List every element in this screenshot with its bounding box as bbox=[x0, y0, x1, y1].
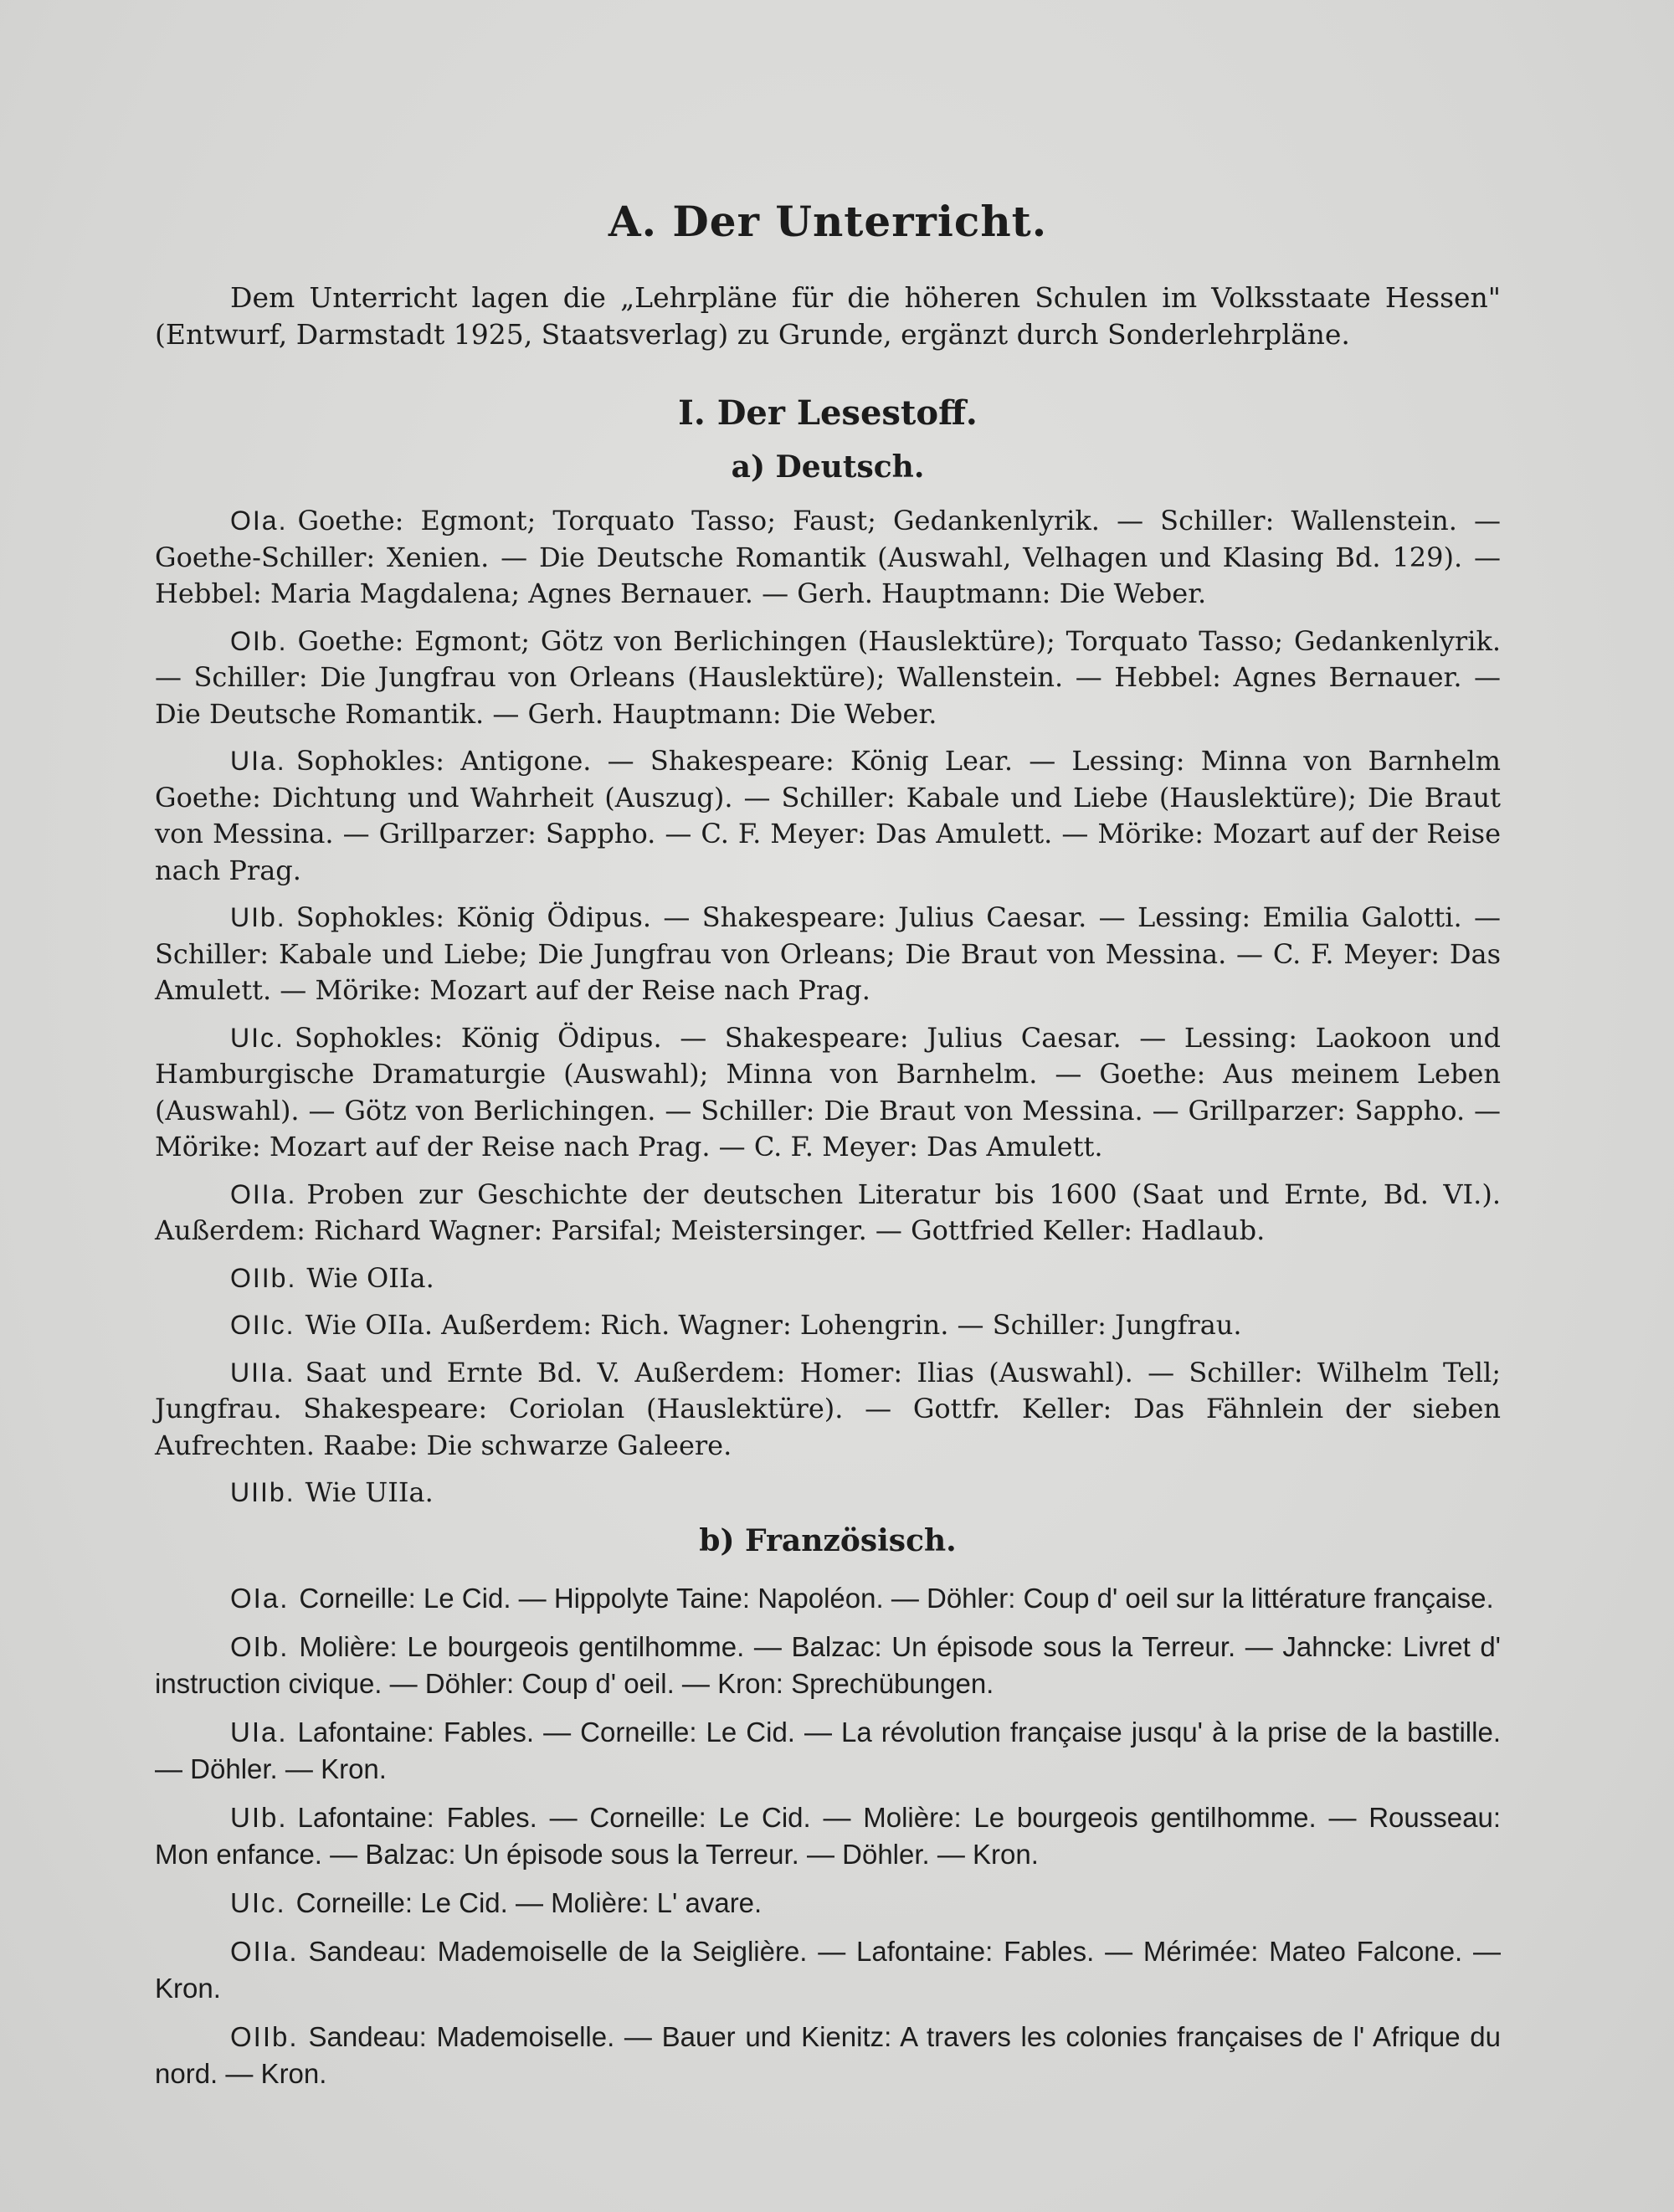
reading-entry bbox=[155, 1355, 1501, 1465]
subsection-heading-franzoesisch: b) Französisch. bbox=[699, 1522, 957, 1558]
reading-entry bbox=[155, 1629, 1501, 1702]
reading-entry bbox=[155, 1260, 1501, 1297]
deutsch-reading-list bbox=[155, 503, 1501, 1511]
class-label: OIb. bbox=[230, 625, 288, 656]
reading-entry bbox=[155, 1307, 1501, 1344]
document-page bbox=[155, 197, 1501, 2104]
entry-text: Lafontaine: Fables. — Corneille: Le Cid. — Molière: Le bourgeois gentilhomme. — Rousseau: Mon enfance. — Balzac: Un épisode sous la Terreur. — Döhler. — Kron. bbox=[155, 1801, 1501, 1870]
reading-entry bbox=[155, 1020, 1501, 1166]
reading-entry bbox=[155, 1580, 1501, 1617]
entry-text: Wie OIIa. bbox=[306, 1261, 434, 1294]
entry-text: Proben zur Geschichte der deutschen Literatur bis 1600 (Saat und Ernte, Bd. VI.). Außerdem: Richard Wagner: Parsifal; Meistersinger. — Gottfried Keller: Hadlaub. bbox=[155, 1178, 1501, 1246]
class-label: UIc. bbox=[230, 1886, 286, 1918]
intro-paragraph: Dem Unterricht lagen die „Lehrpläne für die höheren Schulen im Volksstaate Hessen" (Entwurf, Darmstadt 1925, Staatsverlag) zu Grunde, ergänzt durch Sonderlehrpläne. bbox=[155, 281, 1501, 351]
entry-text: Sophokles: Antigone. — Shakespeare: König Lear. — Lessing: Minna von Barnhelm Goethe: Dichtung und Wahrheit (Auszug). — Schiller: Kabale und Liebe (Hauslektüre); Die Braut von Messina. — Grillparzer: Sappho. — C. F. Meyer: Das Amulett. — Mörike: Mozart auf der Reise nach Prag. bbox=[155, 745, 1501, 886]
class-label: OIb. bbox=[230, 1630, 290, 1662]
entry-text: Goethe: Egmont; Götz von Berlichingen (Hauslektüre); Torquato Tasso; Gedankenlyrik. — Schiller: Die Jungfrau von Orleans (Hauslektüre); Wallenstein. — Hebbel: Agnes Bernauer. — Die Deutsche Romantik. — Gerh. Hauptmann: Die Weber. bbox=[155, 624, 1501, 730]
reading-entry bbox=[155, 1885, 1501, 1922]
entry-text: Saat und Ernte Bd. V. Außerdem: Homer: Ilias (Auswahl). — Schiller: Wilhelm Tell; Jungfrau. Shakespeare: Coriolan (Hauslektüre). — Gottfr. Keller: Das Fähnlein der sieben Aufrechten. Raabe: Die schwarze Galeere. bbox=[155, 1356, 1501, 1461]
reading-entry bbox=[155, 900, 1501, 1009]
main-heading: A. Der Unterricht. bbox=[608, 197, 1048, 246]
class-label: OIIa. bbox=[230, 1178, 297, 1209]
reading-entry bbox=[155, 1799, 1501, 1873]
entry-text: Corneille: Le Cid. — Hippolyte Taine: Napoléon. — Döhler: Coup d' oeil sur la littérature française. bbox=[299, 1582, 1494, 1614]
entry-text: Wie UIIa. bbox=[305, 1476, 434, 1508]
entry-text: Molière: Le bourgeois gentilhomme. — Balzac: Un épisode sous la Terreur. — Jahncke: Livret d' instruction civique. — Döhler: Coup d' oeil. — Kron: Sprechübungen. bbox=[155, 1630, 1501, 1699]
class-label: UIIb. bbox=[230, 1477, 295, 1507]
reading-entry bbox=[155, 624, 1501, 733]
class-label: UIa. bbox=[230, 1716, 288, 1748]
class-label: OIIc. bbox=[230, 1310, 295, 1340]
section-heading: I. Der Lesestoff. bbox=[678, 393, 978, 433]
reading-entry bbox=[155, 503, 1501, 613]
class-label: UIIa. bbox=[230, 1357, 295, 1388]
class-label: UIa. bbox=[230, 746, 286, 776]
entry-text: Goethe: Egmont; Torquato Tasso; Faust; Gedankenlyrik. — Schiller: Wallenstein. — Goethe-Schiller: Xenien. — Die Deutsche Romantik (Auswahl, Velhagen und Klasing Bd. 129). — Hebbel: Maria Magdalena; Agnes Bernauer. — Gerh. Hauptmann: Die Weber. bbox=[155, 505, 1501, 609]
entry-text: Sandeau: Mademoiselle de la Seiglière. — Lafontaine: Fables. — Mérimée: Mateo Falcone. — Kron. bbox=[155, 1935, 1501, 2004]
subsection-heading-deutsch: a) Deutsch. bbox=[731, 449, 925, 485]
class-label: UIc. bbox=[230, 1022, 285, 1053]
entry-text: Lafontaine: Fables. — Corneille: Le Cid. — La révolution française jusqu' à la prise de la bastille. — Döhler. — Kron. bbox=[155, 1716, 1501, 1784]
entry-text: Corneille: Le Cid. — Molière: L' avare. bbox=[295, 1886, 763, 1918]
reading-entry bbox=[155, 1933, 1501, 2007]
reading-entry bbox=[155, 2019, 1501, 2092]
class-label: UIb. bbox=[230, 902, 286, 932]
reading-entry bbox=[155, 1714, 1501, 1788]
class-label: UIb. bbox=[230, 1801, 288, 1833]
class-label: OIIb. bbox=[230, 2020, 299, 2052]
class-label: OIIb. bbox=[230, 1262, 297, 1293]
entry-text: Sandeau: Mademoiselle. — Bauer und Kienitz: A travers les colonies françaises de l' Afrique du nord. — Kron. bbox=[155, 2020, 1501, 2089]
entry-text: Sophokles: König Ödipus. — Shakespeare: Julius Caesar. — Lessing: Laokoon und Hamburgische Dramaturgie (Auswahl); Minna von Barnhelm. — Goethe: Aus meinem Leben (Auswahl). — Götz von Berlichingen. — Schiller: Die Braut von Messina. — Grillparzer: Sappho. — Mörike: Mozart auf der Reise nach Prag. — C. F. Meyer: Das Amulett. bbox=[155, 1021, 1501, 1162]
reading-entry bbox=[155, 1177, 1501, 1250]
reading-entry bbox=[155, 743, 1501, 889]
reading-entry bbox=[155, 1475, 1501, 1511]
class-label: OIIa. bbox=[230, 1935, 299, 1967]
class-label: OIa. bbox=[230, 1582, 290, 1614]
entry-text: Wie OIIa. Außerdem: Rich. Wagner: Lohengrin. — Schiller: Jungfrau. bbox=[305, 1309, 1242, 1341]
entry-text: Sophokles: König Ödipus. — Shakespeare: Julius Caesar. — Lessing: Emilia Galotti. — Schiller: Kabale und Liebe; Die Jungfrau von Orleans; Die Braut von Messina. — C. F. Meyer: Das Amulett. — Mörike: Mozart auf der Reise nach Prag. bbox=[155, 901, 1501, 1006]
franzoesisch-reading-list bbox=[155, 1580, 1501, 2092]
class-label: OIa. bbox=[230, 506, 288, 536]
